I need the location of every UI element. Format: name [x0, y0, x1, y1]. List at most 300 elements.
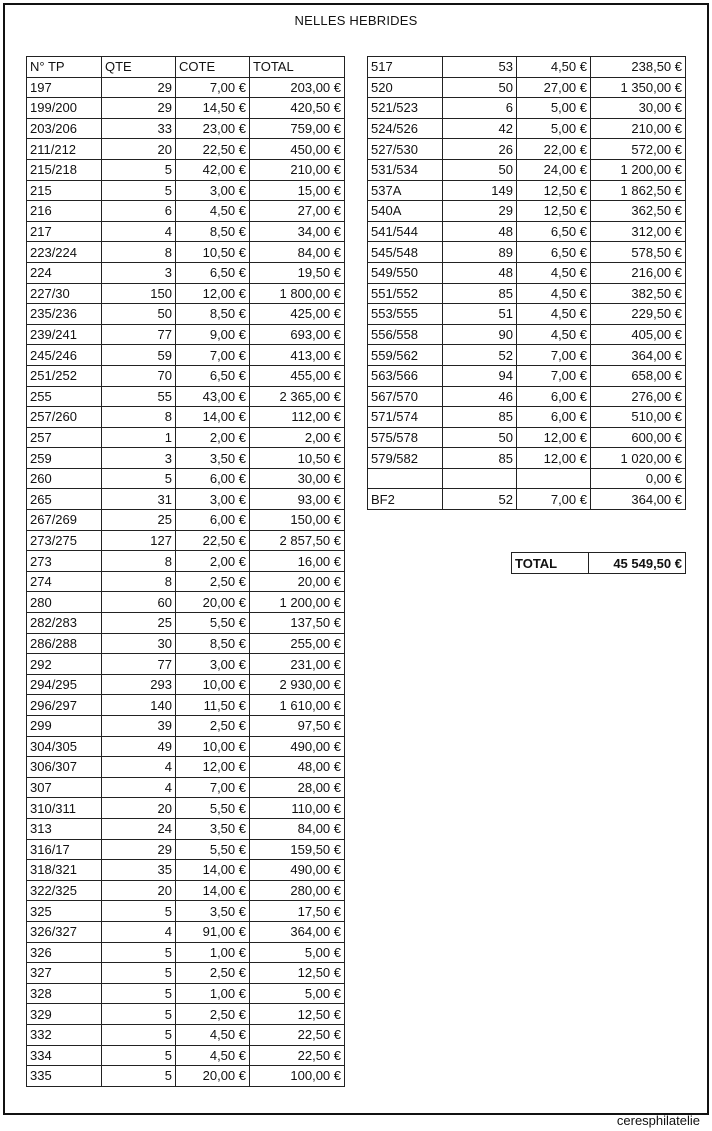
- quantity-cell: 49: [102, 736, 176, 757]
- right-price-table: [367, 56, 686, 510]
- price-cell: 10,00 €: [176, 674, 250, 695]
- price-cell: 23,00 €: [176, 118, 250, 139]
- table-row: [27, 818, 345, 839]
- price-cell: 4,50 €: [176, 1024, 250, 1045]
- quantity-cell: 4: [102, 757, 176, 778]
- price-cell: 6,50 €: [176, 365, 250, 386]
- total-cell: 2 857,50 €: [250, 530, 345, 551]
- quantity-cell: 20: [102, 139, 176, 160]
- stamp-number-cell: 327: [27, 963, 102, 984]
- stamp-number-cell: 322/325: [27, 880, 102, 901]
- quantity-cell: 77: [102, 654, 176, 675]
- stamp-number-cell: 251/252: [27, 365, 102, 386]
- stamp-number-cell: 294/295: [27, 674, 102, 695]
- total-cell: 110,00 €: [250, 798, 345, 819]
- price-cell: 3,50 €: [176, 448, 250, 469]
- stamp-number-cell: 215: [27, 180, 102, 201]
- table-row: [27, 159, 345, 180]
- price-cell: 7,00 €: [176, 77, 250, 98]
- quantity-cell: 29: [102, 77, 176, 98]
- table-row: [27, 386, 345, 407]
- stamp-number-cell: 274: [27, 571, 102, 592]
- price-cell: 12,50 €: [517, 180, 591, 201]
- header-qte: QTE: [102, 57, 176, 78]
- stamp-number-cell: 203/206: [27, 118, 102, 139]
- stamp-number-cell: 541/544: [368, 221, 443, 242]
- total-cell: 210,00 €: [250, 159, 345, 180]
- stamp-number-cell: 286/288: [27, 633, 102, 654]
- stamp-number-cell: 326/327: [27, 921, 102, 942]
- total-cell: 1 800,00 €: [250, 283, 345, 304]
- total-cell: 364,00 €: [591, 489, 686, 510]
- quantity-cell: 85: [443, 407, 517, 428]
- stamp-number-cell: 265: [27, 489, 102, 510]
- table-row: [368, 386, 686, 407]
- stamp-number-cell: 326: [27, 942, 102, 963]
- total-cell: 12,50 €: [250, 963, 345, 984]
- price-cell: 4,50 €: [176, 1045, 250, 1066]
- total-cell: 0,00 €: [591, 468, 686, 489]
- quantity-cell: 5: [102, 1004, 176, 1025]
- table-row: [27, 983, 345, 1004]
- table-row: [27, 798, 345, 819]
- stamp-number-cell: 559/562: [368, 345, 443, 366]
- quantity-cell: 48: [443, 221, 517, 242]
- quantity-cell: 35: [102, 860, 176, 881]
- table-row: [368, 324, 686, 345]
- stamp-number-cell: 517: [368, 57, 443, 78]
- price-cell: 6,50 €: [176, 262, 250, 283]
- price-cell: 14,00 €: [176, 880, 250, 901]
- table-header-row: [27, 57, 345, 78]
- quantity-cell: 8: [102, 571, 176, 592]
- total-cell: 276,00 €: [591, 386, 686, 407]
- stamp-number-cell: 223/224: [27, 242, 102, 263]
- stamp-number-cell: 273: [27, 551, 102, 572]
- table-row: [368, 489, 686, 510]
- total-cell: 405,00 €: [591, 324, 686, 345]
- table-row: [27, 489, 345, 510]
- stamp-number-cell: 313: [27, 818, 102, 839]
- price-cell: 6,00 €: [176, 468, 250, 489]
- table-row: [368, 139, 686, 160]
- total-cell: 450,00 €: [250, 139, 345, 160]
- table-row: [368, 427, 686, 448]
- price-cell: 8,50 €: [176, 304, 250, 325]
- stamp-number-cell: 211/212: [27, 139, 102, 160]
- quantity-cell: 50: [443, 427, 517, 448]
- total-label: TOTAL: [512, 553, 589, 574]
- table-row: [27, 242, 345, 263]
- table-row: [27, 777, 345, 798]
- total-cell: 28,00 €: [250, 777, 345, 798]
- stamp-number-cell: 267/269: [27, 510, 102, 531]
- price-cell: 22,50 €: [176, 530, 250, 551]
- stamp-number-cell: 332: [27, 1024, 102, 1045]
- table-row: [27, 695, 345, 716]
- price-cell: 1,00 €: [176, 983, 250, 1004]
- stamp-number-cell: 292: [27, 654, 102, 675]
- quantity-cell: 60: [102, 592, 176, 613]
- quantity-cell: 33: [102, 118, 176, 139]
- price-cell: 14,00 €: [176, 860, 250, 881]
- quantity-cell: 20: [102, 880, 176, 901]
- price-cell: 3,00 €: [176, 180, 250, 201]
- table-row: [368, 221, 686, 242]
- total-cell: 22,50 €: [250, 1045, 345, 1066]
- total-cell: 210,00 €: [591, 118, 686, 139]
- price-cell: 9,00 €: [176, 324, 250, 345]
- total-cell: 137,50 €: [250, 613, 345, 634]
- total-cell: 759,00 €: [250, 118, 345, 139]
- quantity-cell: 50: [443, 77, 517, 98]
- quantity-cell: 42: [443, 118, 517, 139]
- total-cell: 229,50 €: [591, 304, 686, 325]
- header-cote: COTE: [176, 57, 250, 78]
- price-cell: 8,50 €: [176, 633, 250, 654]
- stamp-number-cell: 235/236: [27, 304, 102, 325]
- table-row: [27, 77, 345, 98]
- table-row: [368, 201, 686, 222]
- quantity-cell: 127: [102, 530, 176, 551]
- stamp-number-cell: 551/552: [368, 283, 443, 304]
- total-cell: 1 350,00 €: [591, 77, 686, 98]
- quantity-cell: 5: [102, 468, 176, 489]
- table-row: [27, 427, 345, 448]
- quantity-cell: 89: [443, 242, 517, 263]
- stamp-number-cell: 217: [27, 221, 102, 242]
- price-cell: 6,00 €: [176, 510, 250, 531]
- price-cell: 4,50 €: [517, 283, 591, 304]
- price-cell: 6,00 €: [517, 407, 591, 428]
- total-cell: 490,00 €: [250, 860, 345, 881]
- stamp-number-cell: 245/246: [27, 345, 102, 366]
- total-cell: 93,00 €: [250, 489, 345, 510]
- total-value: 45 549,50 €: [589, 553, 686, 574]
- stamp-number-cell: 282/283: [27, 613, 102, 634]
- price-cell: 12,50 €: [517, 201, 591, 222]
- total-cell: 84,00 €: [250, 242, 345, 263]
- price-cell: 5,50 €: [176, 839, 250, 860]
- stamp-number-cell: [368, 468, 443, 489]
- table-row: [27, 262, 345, 283]
- table-row: [368, 77, 686, 98]
- quantity-cell: 55: [102, 386, 176, 407]
- quantity-cell: 20: [102, 798, 176, 819]
- price-cell: 20,00 €: [176, 592, 250, 613]
- quantity-cell: 70: [102, 365, 176, 386]
- table-row: [27, 468, 345, 489]
- table-row: [368, 118, 686, 139]
- total-cell: 382,50 €: [591, 283, 686, 304]
- price-cell: 91,00 €: [176, 921, 250, 942]
- price-cell: 6,50 €: [517, 221, 591, 242]
- quantity-cell: 30: [102, 633, 176, 654]
- price-cell: 1,00 €: [176, 942, 250, 963]
- total-cell: 425,00 €: [250, 304, 345, 325]
- table-row: [27, 613, 345, 634]
- price-cell: 2,00 €: [176, 551, 250, 572]
- quantity-cell: 90: [443, 324, 517, 345]
- stamp-number-cell: 239/241: [27, 324, 102, 345]
- stamp-number-cell: 521/523: [368, 98, 443, 119]
- table-row: [27, 839, 345, 860]
- page-title: NELLES HEBRIDES: [294, 13, 418, 28]
- stamp-number-cell: 255: [27, 386, 102, 407]
- stamp-number-cell: 334: [27, 1045, 102, 1066]
- quantity-cell: 94: [443, 365, 517, 386]
- table-row: [27, 530, 345, 551]
- price-cell: 2,50 €: [176, 1004, 250, 1025]
- total-cell: 1 200,00 €: [250, 592, 345, 613]
- price-cell: 5,00 €: [517, 98, 591, 119]
- quantity-cell: 6: [102, 201, 176, 222]
- price-cell: 12,00 €: [176, 283, 250, 304]
- price-cell: 4,50 €: [517, 57, 591, 78]
- quantity-cell: 140: [102, 695, 176, 716]
- stamp-number-cell: 575/578: [368, 427, 443, 448]
- stamp-number-cell: 553/555: [368, 304, 443, 325]
- price-cell: 6,50 €: [517, 242, 591, 263]
- price-cell: 24,00 €: [517, 159, 591, 180]
- table-row: [368, 283, 686, 304]
- quantity-cell: 8: [102, 242, 176, 263]
- quantity-cell: 5: [102, 1024, 176, 1045]
- table-row: [27, 1024, 345, 1045]
- quantity-cell: 51: [443, 304, 517, 325]
- price-cell: 3,00 €: [176, 654, 250, 675]
- stamp-number-cell: 537A: [368, 180, 443, 201]
- total-cell: 30,00 €: [591, 98, 686, 119]
- price-cell: 12,00 €: [517, 448, 591, 469]
- price-cell: 4,50 €: [517, 324, 591, 345]
- table-row: [27, 365, 345, 386]
- price-cell: 2,50 €: [176, 963, 250, 984]
- stamp-number-cell: 280: [27, 592, 102, 613]
- price-cell: 5,00 €: [517, 118, 591, 139]
- table-row: [27, 304, 345, 325]
- total-cell: 455,00 €: [250, 365, 345, 386]
- table-row: [368, 407, 686, 428]
- quantity-cell: 149: [443, 180, 517, 201]
- price-cell: 2,00 €: [176, 427, 250, 448]
- total-cell: 100,00 €: [250, 1066, 345, 1087]
- stamp-number-cell: 257: [27, 427, 102, 448]
- total-cell: 159,50 €: [250, 839, 345, 860]
- total-cell: 693,00 €: [250, 324, 345, 345]
- price-cell: 10,00 €: [176, 736, 250, 757]
- price-cell: 8,50 €: [176, 221, 250, 242]
- total-cell: 231,00 €: [250, 654, 345, 675]
- stamp-number-cell: 335: [27, 1066, 102, 1087]
- price-cell: 4,50 €: [517, 262, 591, 283]
- price-cell: 22,00 €: [517, 139, 591, 160]
- price-cell: 22,50 €: [176, 139, 250, 160]
- stamp-number-cell: 259: [27, 448, 102, 469]
- table-row: [27, 1045, 345, 1066]
- table-row: [27, 551, 345, 572]
- price-cell: 14,00 €: [176, 407, 250, 428]
- price-cell: 4,50 €: [517, 304, 591, 325]
- total-cell: 15,00 €: [250, 180, 345, 201]
- table-row: [368, 159, 686, 180]
- total-cell: 578,50 €: [591, 242, 686, 263]
- price-cell: 3,50 €: [176, 901, 250, 922]
- stamp-number-cell: 540A: [368, 201, 443, 222]
- stamp-number-cell: 563/566: [368, 365, 443, 386]
- table-row: [27, 921, 345, 942]
- table-row: [368, 304, 686, 325]
- total-cell: 364,00 €: [591, 345, 686, 366]
- stamp-number-cell: 328: [27, 983, 102, 1004]
- stamp-number-cell: 556/558: [368, 324, 443, 345]
- price-cell: [517, 468, 591, 489]
- total-cell: 1 200,00 €: [591, 159, 686, 180]
- price-cell: 5,50 €: [176, 798, 250, 819]
- table-row: [368, 57, 686, 78]
- total-cell: 280,00 €: [250, 880, 345, 901]
- table-row: [27, 633, 345, 654]
- total-cell: 600,00 €: [591, 427, 686, 448]
- quantity-cell: 39: [102, 716, 176, 737]
- table-row: [368, 98, 686, 119]
- total-cell: 20,00 €: [250, 571, 345, 592]
- stamp-number-cell: 318/321: [27, 860, 102, 881]
- total-cell: 312,00 €: [591, 221, 686, 242]
- price-cell: 2,50 €: [176, 571, 250, 592]
- total-cell: 2,00 €: [250, 427, 345, 448]
- table-row: [27, 592, 345, 613]
- stamp-number-cell: 531/534: [368, 159, 443, 180]
- total-cell: 1 020,00 €: [591, 448, 686, 469]
- stamp-number-cell: 520: [368, 77, 443, 98]
- total-cell: 10,50 €: [250, 448, 345, 469]
- table-row: [27, 654, 345, 675]
- quantity-cell: [443, 468, 517, 489]
- total-cell: 16,00 €: [250, 551, 345, 572]
- total-cell: 2 365,00 €: [250, 386, 345, 407]
- total-cell: 22,50 €: [250, 1024, 345, 1045]
- quantity-cell: 50: [102, 304, 176, 325]
- price-cell: 14,50 €: [176, 98, 250, 119]
- total-cell: 490,00 €: [250, 736, 345, 757]
- quantity-cell: 5: [102, 1045, 176, 1066]
- quantity-cell: 6: [443, 98, 517, 119]
- table-row: [368, 468, 686, 489]
- price-cell: 7,00 €: [517, 345, 591, 366]
- quantity-cell: 5: [102, 942, 176, 963]
- table-row: [27, 98, 345, 119]
- stamp-number-cell: 215/218: [27, 159, 102, 180]
- table-row: [27, 448, 345, 469]
- quantity-cell: 59: [102, 345, 176, 366]
- quantity-cell: 25: [102, 613, 176, 634]
- stamp-number-cell: 307: [27, 777, 102, 798]
- table-row: [27, 201, 345, 222]
- stamp-number-cell: 216: [27, 201, 102, 222]
- price-cell: 7,00 €: [517, 365, 591, 386]
- quantity-cell: 48: [443, 262, 517, 283]
- left-price-table: [26, 56, 345, 1087]
- quantity-cell: 4: [102, 921, 176, 942]
- quantity-cell: 5: [102, 180, 176, 201]
- quantity-cell: 85: [443, 448, 517, 469]
- quantity-cell: 5: [102, 159, 176, 180]
- quantity-cell: 52: [443, 489, 517, 510]
- table-row: [368, 262, 686, 283]
- total-cell: 238,50 €: [591, 57, 686, 78]
- quantity-cell: 25: [102, 510, 176, 531]
- stamp-number-cell: 273/275: [27, 530, 102, 551]
- quantity-cell: 3: [102, 262, 176, 283]
- table-row: [27, 221, 345, 242]
- stamp-number-cell: 299: [27, 716, 102, 737]
- table-row: [27, 407, 345, 428]
- table-row: [368, 365, 686, 386]
- stamp-number-cell: 260: [27, 468, 102, 489]
- quantity-cell: 5: [102, 963, 176, 984]
- price-cell: 11,50 €: [176, 695, 250, 716]
- total-row: [512, 553, 686, 574]
- total-cell: 1 862,50 €: [591, 180, 686, 201]
- price-cell: 20,00 €: [176, 1066, 250, 1087]
- total-cell: 216,00 €: [591, 262, 686, 283]
- stamp-number-cell: 227/30: [27, 283, 102, 304]
- total-cell: 420,50 €: [250, 98, 345, 119]
- stamp-number-cell: 571/574: [368, 407, 443, 428]
- total-cell: 112,00 €: [250, 407, 345, 428]
- quantity-cell: 8: [102, 407, 176, 428]
- stamp-number-cell: 325: [27, 901, 102, 922]
- stamp-number-cell: 296/297: [27, 695, 102, 716]
- quantity-cell: 150: [102, 283, 176, 304]
- price-cell: 6,00 €: [517, 386, 591, 407]
- quantity-cell: 5: [102, 901, 176, 922]
- quantity-cell: 3: [102, 448, 176, 469]
- quantity-cell: 50: [443, 159, 517, 180]
- grand-total-table: [511, 552, 686, 574]
- table-row: [27, 757, 345, 778]
- stamp-number-cell: 310/311: [27, 798, 102, 819]
- stamp-number-cell: 545/548: [368, 242, 443, 263]
- quantity-cell: 46: [443, 386, 517, 407]
- price-cell: 7,00 €: [176, 345, 250, 366]
- table-row: [27, 963, 345, 984]
- total-cell: 19,50 €: [250, 262, 345, 283]
- table-row: [368, 242, 686, 263]
- total-cell: 150,00 €: [250, 510, 345, 531]
- price-cell: 5,50 €: [176, 613, 250, 634]
- table-row: [27, 1004, 345, 1025]
- total-cell: 1 610,00 €: [250, 695, 345, 716]
- table-row: [27, 736, 345, 757]
- price-cell: 2,50 €: [176, 716, 250, 737]
- table-row: [27, 118, 345, 139]
- table-row: [27, 860, 345, 881]
- price-cell: 43,00 €: [176, 386, 250, 407]
- quantity-cell: 29: [443, 201, 517, 222]
- quantity-cell: 77: [102, 324, 176, 345]
- stamp-number-cell: 329: [27, 1004, 102, 1025]
- quantity-cell: 31: [102, 489, 176, 510]
- total-cell: 17,50 €: [250, 901, 345, 922]
- total-cell: 658,00 €: [591, 365, 686, 386]
- stamp-number-cell: 549/550: [368, 262, 443, 283]
- price-cell: 7,00 €: [517, 489, 591, 510]
- price-cell: 42,00 €: [176, 159, 250, 180]
- price-cell: 3,50 €: [176, 818, 250, 839]
- table-row: [27, 880, 345, 901]
